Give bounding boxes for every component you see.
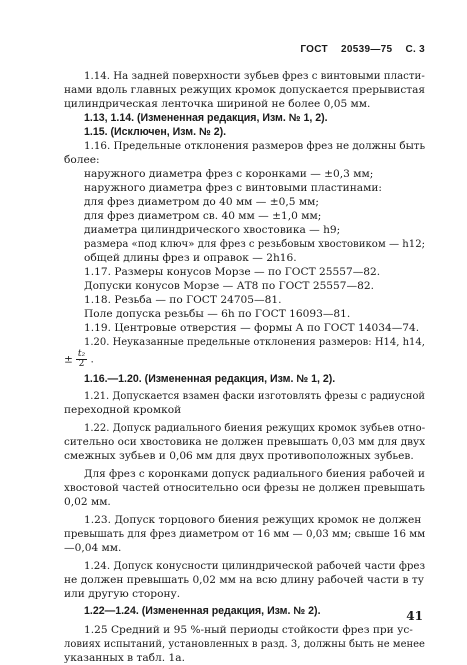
text-line: ловиях испытаний, установленных в разд. 3, должны быть не менее <box>64 638 425 650</box>
text-line: общей длины фрез и оправок — 2h16. <box>84 252 297 264</box>
text-line: 1.23. Допуск торцового биения режущих кромок не должен <box>84 514 422 526</box>
header-standard: ГОСТ <box>300 44 328 55</box>
text-line: 1.24. Допуск конусности цилиндрической рабочей части фрез <box>84 560 426 572</box>
fraction-denominator: 2 <box>78 359 85 369</box>
text-line: 0,02 мм. <box>64 496 111 508</box>
page-number: 41 <box>406 609 423 623</box>
text-line: более: <box>64 154 100 166</box>
text-line: 1.17. Размеры конусов Морзе — по ГОСТ 25557—82. <box>84 266 381 278</box>
fraction <box>76 350 87 369</box>
text-line: Для фрез с коронками допуск радиального биения рабочей и <box>84 468 425 480</box>
text-line: Допуски конусов Морзе — АТ8 по ГОСТ 25557—82. <box>84 280 374 292</box>
text-line: 1.22. Допуск радиального биения режущих кромок зубьев отно- <box>84 422 426 434</box>
text-line: указанных в табл. 1а. <box>64 652 185 664</box>
page-header <box>290 44 425 55</box>
text-line: размера «под ключ» для фрез с резьбовым хвостовиком — h12; <box>84 238 426 250</box>
text-line: хвостовой частей относительно оси фрезы не должен превышать <box>64 482 425 494</box>
text-line: сительно оси хвостовика не должен превышать 0,03 мм для двух <box>64 436 426 448</box>
text-line: —0,04 мм. <box>64 542 122 554</box>
text-line: 1.21. Допускается взамен фаски изготовлять фрезы с радиусной <box>84 390 426 402</box>
text-line: для фрез диаметром св. 40 мм — ±1,0 мм; <box>84 210 322 222</box>
text-line: переходной кромкой <box>64 404 182 416</box>
text-line: 1.18. Резьба — по ГОСТ 24705—81. <box>84 294 282 306</box>
tolerance-fraction <box>64 350 94 369</box>
text-line: диаметра цилиндрического хвостовика — h9; <box>84 224 341 236</box>
amendment-note: 1.15. (Исключен, Изм. № 2). <box>84 126 227 138</box>
text-line: наружного диаметра фрез с винтовыми пластинами: <box>84 182 382 194</box>
text-line: не должен превышать 0,02 мм на всю длину рабочей части в ту <box>64 574 424 586</box>
text-line: превышать для фрез диаметром от 16 мм — 0,03 мм; свыше 16 мм <box>64 528 426 540</box>
text-line: 1.19. Центровые отверстия — формы А по ГОСТ 14034—74. <box>84 322 420 334</box>
text-line: 1.16. Предельные отклонения размеров фрез не должны быть <box>84 140 426 152</box>
amendment-note: 1.22—1.24. (Измененная редакция, Изм. № 2). <box>84 605 321 617</box>
text-line: наружного диаметра фрез с коронками — ±0,3 мм; <box>84 168 374 180</box>
text-line: 1.25 Средний и 95 %-ный периоды стойкости фрез при ус- <box>84 624 413 636</box>
text-line: нами вдоль главных режущих кромок допускается прерывистая <box>64 84 426 96</box>
text-line: или другую сторону. <box>64 588 181 600</box>
text-line: цилиндрическая ленточка шириной не более 0,05 мм. <box>64 98 371 110</box>
text-line: 1.20. Неуказанные предельные отклонения размеров: Н14, h14, <box>84 336 425 348</box>
amendment-note: 1.13, 1.14. (Измененная редакция, Изм. № 1, 2). <box>84 112 328 124</box>
header-number: 20539—75 <box>341 44 393 55</box>
fraction-prefix: ± <box>64 353 73 366</box>
amendment-note: 1.16.—1.20. (Измененная редакция, Изм. № 1, 2). <box>84 373 336 385</box>
text-line: 1.14. На задней поверхности зубьев фрез с винтовыми пласти- <box>84 70 425 82</box>
text-line: для фрез диаметром до 40 мм — ±0,5 мм; <box>84 196 319 208</box>
text-line: смежных зубьев и 0,06 мм для двух противоположных зубьев. <box>64 450 414 462</box>
fraction-numerator: t₂ <box>77 349 86 359</box>
text-line: Поле допуска резьбы — 6h по ГОСТ 16093—81. <box>84 308 351 320</box>
header-page-label: С. 3 <box>405 44 425 55</box>
fraction-suffix: . <box>90 353 94 366</box>
